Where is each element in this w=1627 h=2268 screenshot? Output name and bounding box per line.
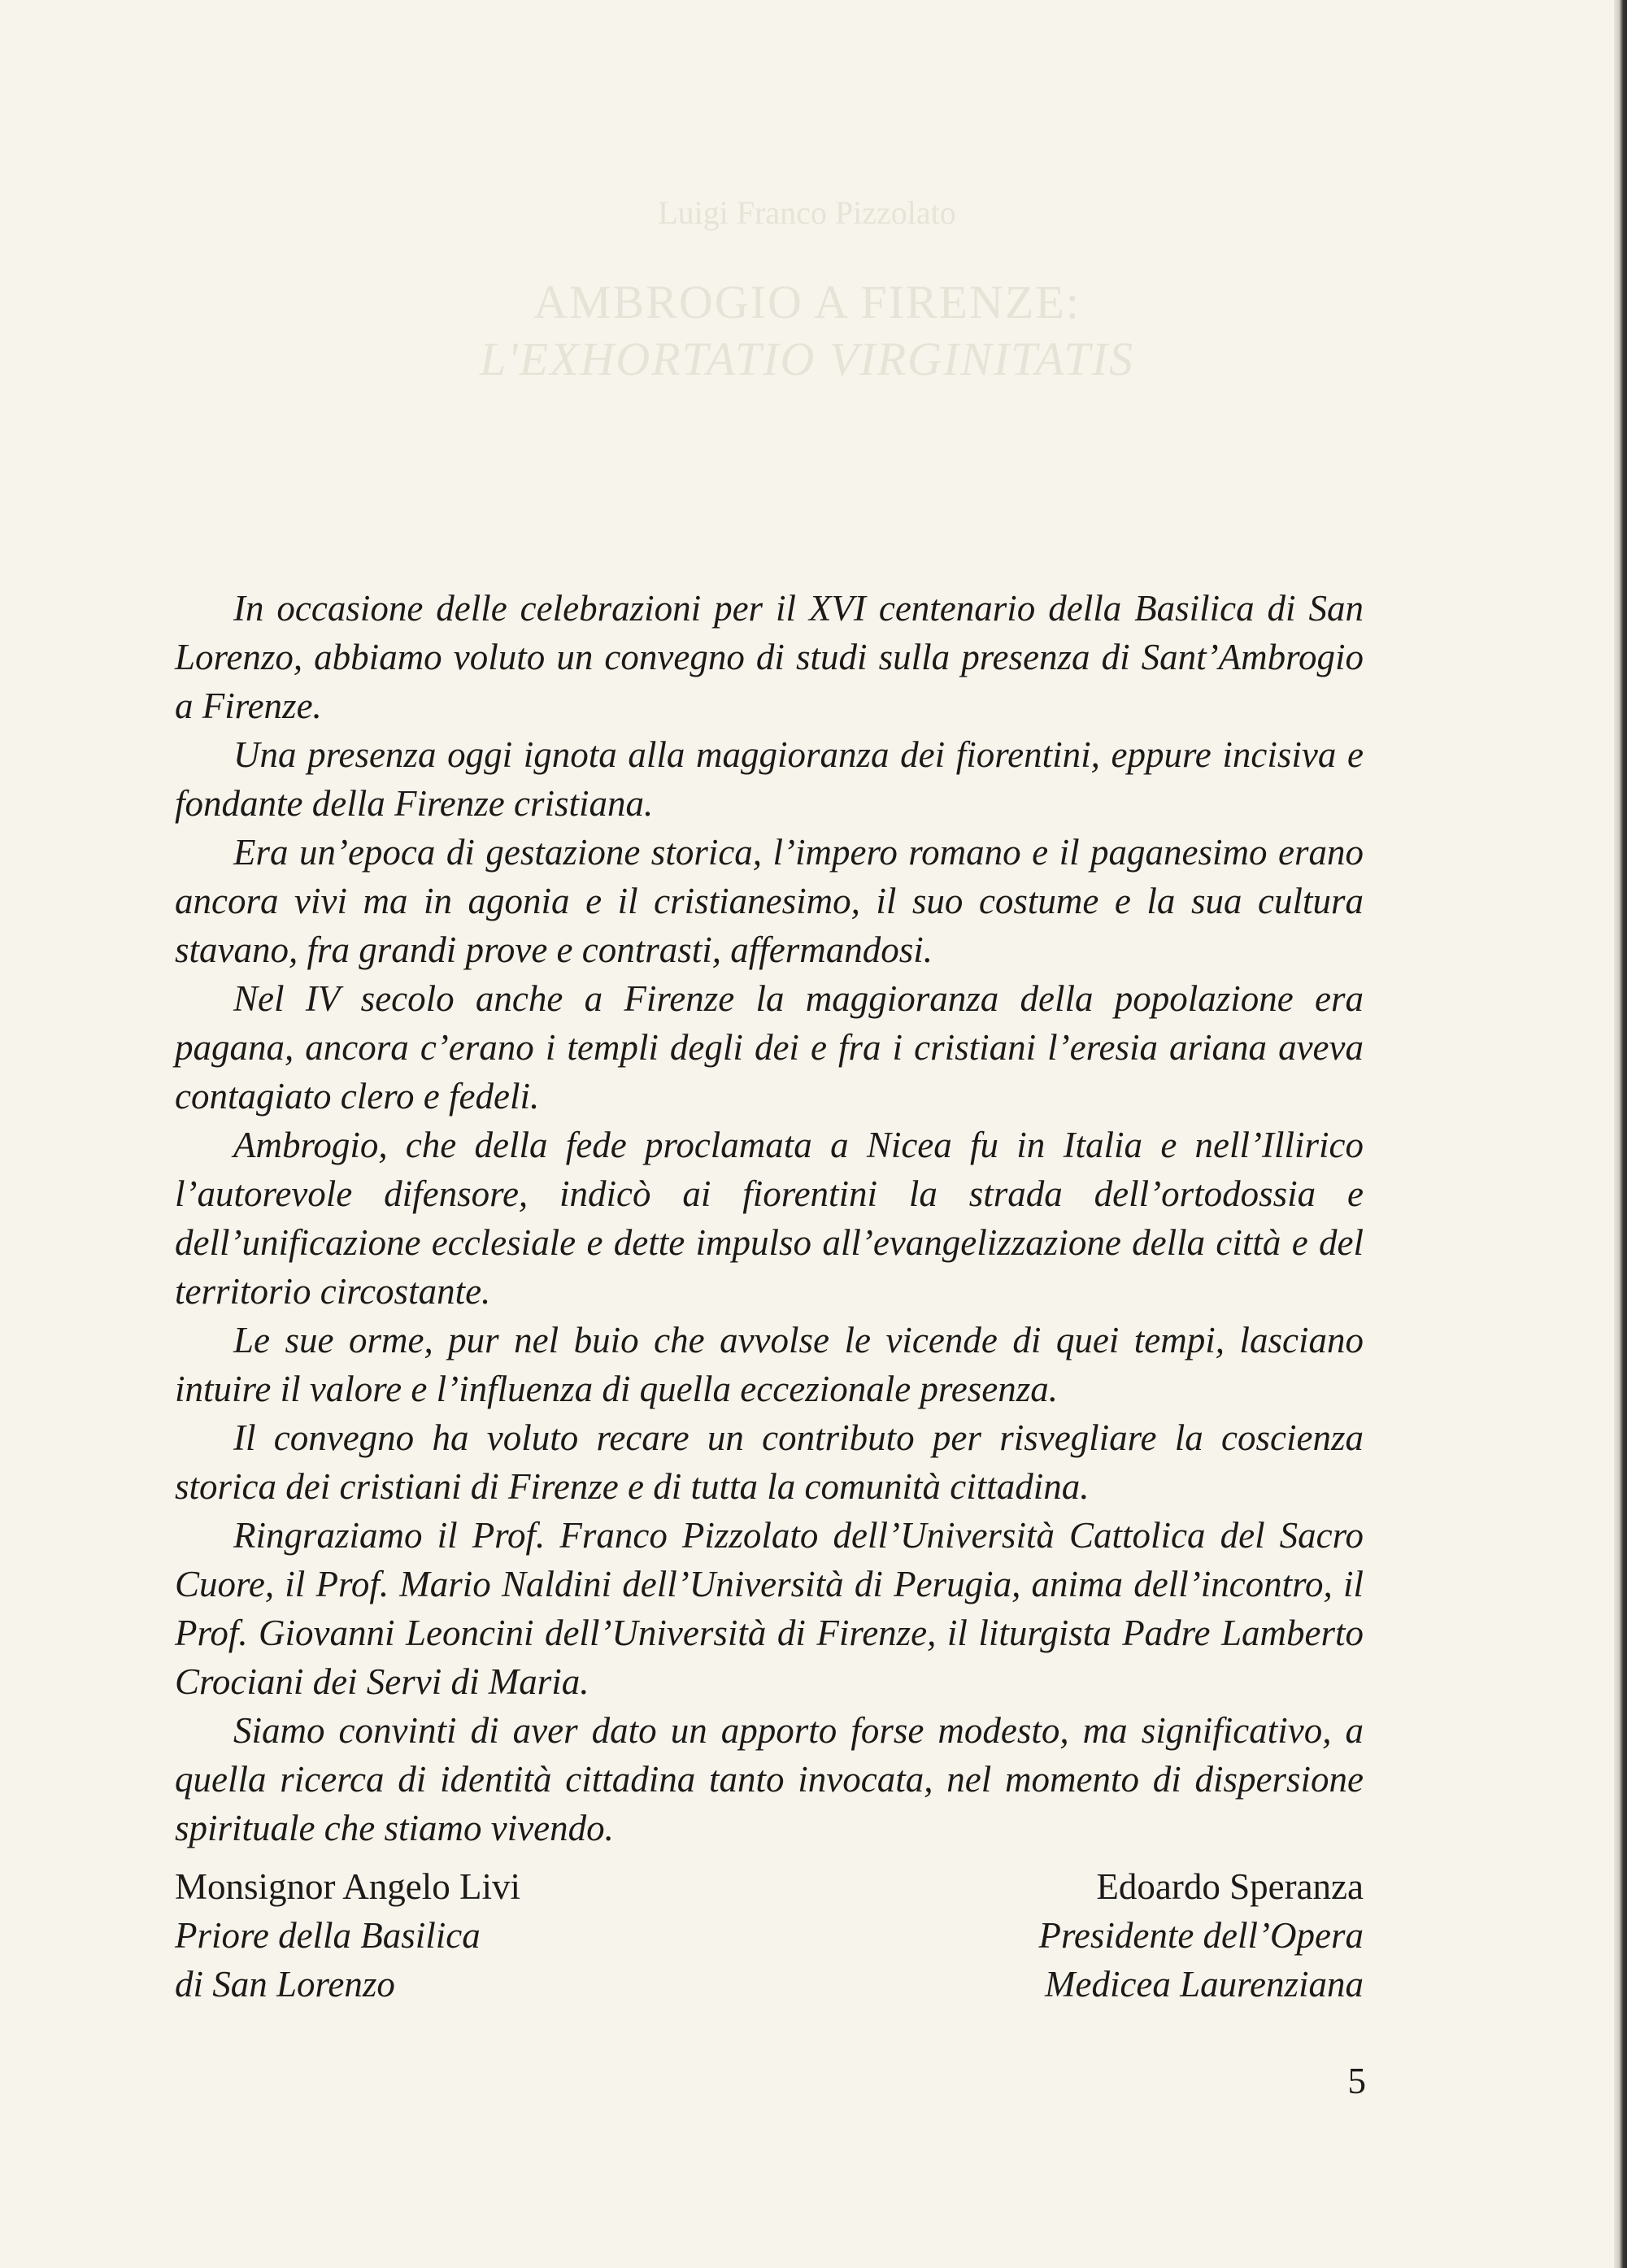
signature-left: [175, 1862, 520, 2009]
paragraph: Il convegno ha voluto recare un contributo per risvegliare la coscienza storica dei cristiani di Firenze e di tutta la comunità cittadina.: [175, 1417, 1364, 1507]
paragraph: Le sue orme, pur nel buio che avvolse le vicende di quei tempi, lasciano intuire il valore e l’influenza di quella eccezionale presenza.: [175, 1320, 1364, 1409]
signatory-role: di San Lorenzo: [175, 1964, 395, 2005]
bleed-through-title: AMBROGIO A FIRENZE:: [533, 276, 1081, 329]
paragraph: Una presenza oggi ignota alla maggioranza dei fiorentini, eppure incisiva e fondante della Firenze cristiana.: [175, 734, 1364, 824]
signatory-name: Monsignor Angelo Livi: [175, 1866, 520, 1907]
page-number: 5: [1347, 2061, 1366, 2101]
signatory-role: Medicea Laurenziana: [1044, 1964, 1364, 2005]
page-edge-shadow: [1614, 0, 1627, 2268]
paragraph: Siamo convinti di aver dato un apporto forse modesto, ma significativo, a quella ricerca di identità cittadina tanto invocata, nel momento di dispersione spirituale che stiamo vivendo.: [175, 1710, 1364, 1848]
paragraph: Ambrogio, che della fede proclamata a Nicea fu in Italia e nell’Illirico l’autorevole difensore, indicò ai fiorentini la strada dell’ortodossia e dell’unificazione ecclesiale e dette impulso all’evangelizzazione della città e del territorio circostante.: [175, 1125, 1364, 1312]
signatory-role: Presidente dell’Opera: [1038, 1915, 1364, 1956]
paragraph: In occasione delle celebrazioni per il XVI centenario della Basilica di San Lorenzo, abbiamo voluto un convegno di studi sulla presenza di Sant’Ambrogio a Firenze.: [175, 588, 1364, 726]
paragraph: Ringraziamo il Prof. Franco Pizzolato dell’Università Cattolica del Sacro Cuore, il Prof. Mario Naldini dell’Università di Perugia, anima dell’incontro, il Prof. Giovanni Leoncini dell’Università di Firenze, il liturgista Padre Lamberto Crociani dei Servi di Maria.: [175, 1515, 1364, 1702]
paragraph: Nel IV secolo anche a Firenze la maggioranza della popolazione era pagana, ancora c’erano i templi degli dei e fra i cristiani l’eresia ariana aveva contagiato clero e fedeli.: [175, 978, 1364, 1117]
bleed-through-author: Luigi Franco Pizzolato: [658, 194, 956, 231]
paragraph: Era un’epoca di gestazione storica, l’impero romano e il paganesimo erano ancora vivi ma in agonia e il cristianesimo, il suo costume e la sua cultura stavano, fra grandi prove e contrasti, affermandosi.: [175, 832, 1364, 970]
bleed-through-subtitle: L'EXHORTATIO VIRGINITATIS: [479, 333, 1135, 385]
signature-right: [1039, 1862, 1364, 2009]
signatory-name: Edoardo Speranza: [1096, 1866, 1364, 1907]
preface-text: [175, 584, 1364, 1852]
signatory-role: Priore della Basilica: [175, 1915, 481, 1956]
